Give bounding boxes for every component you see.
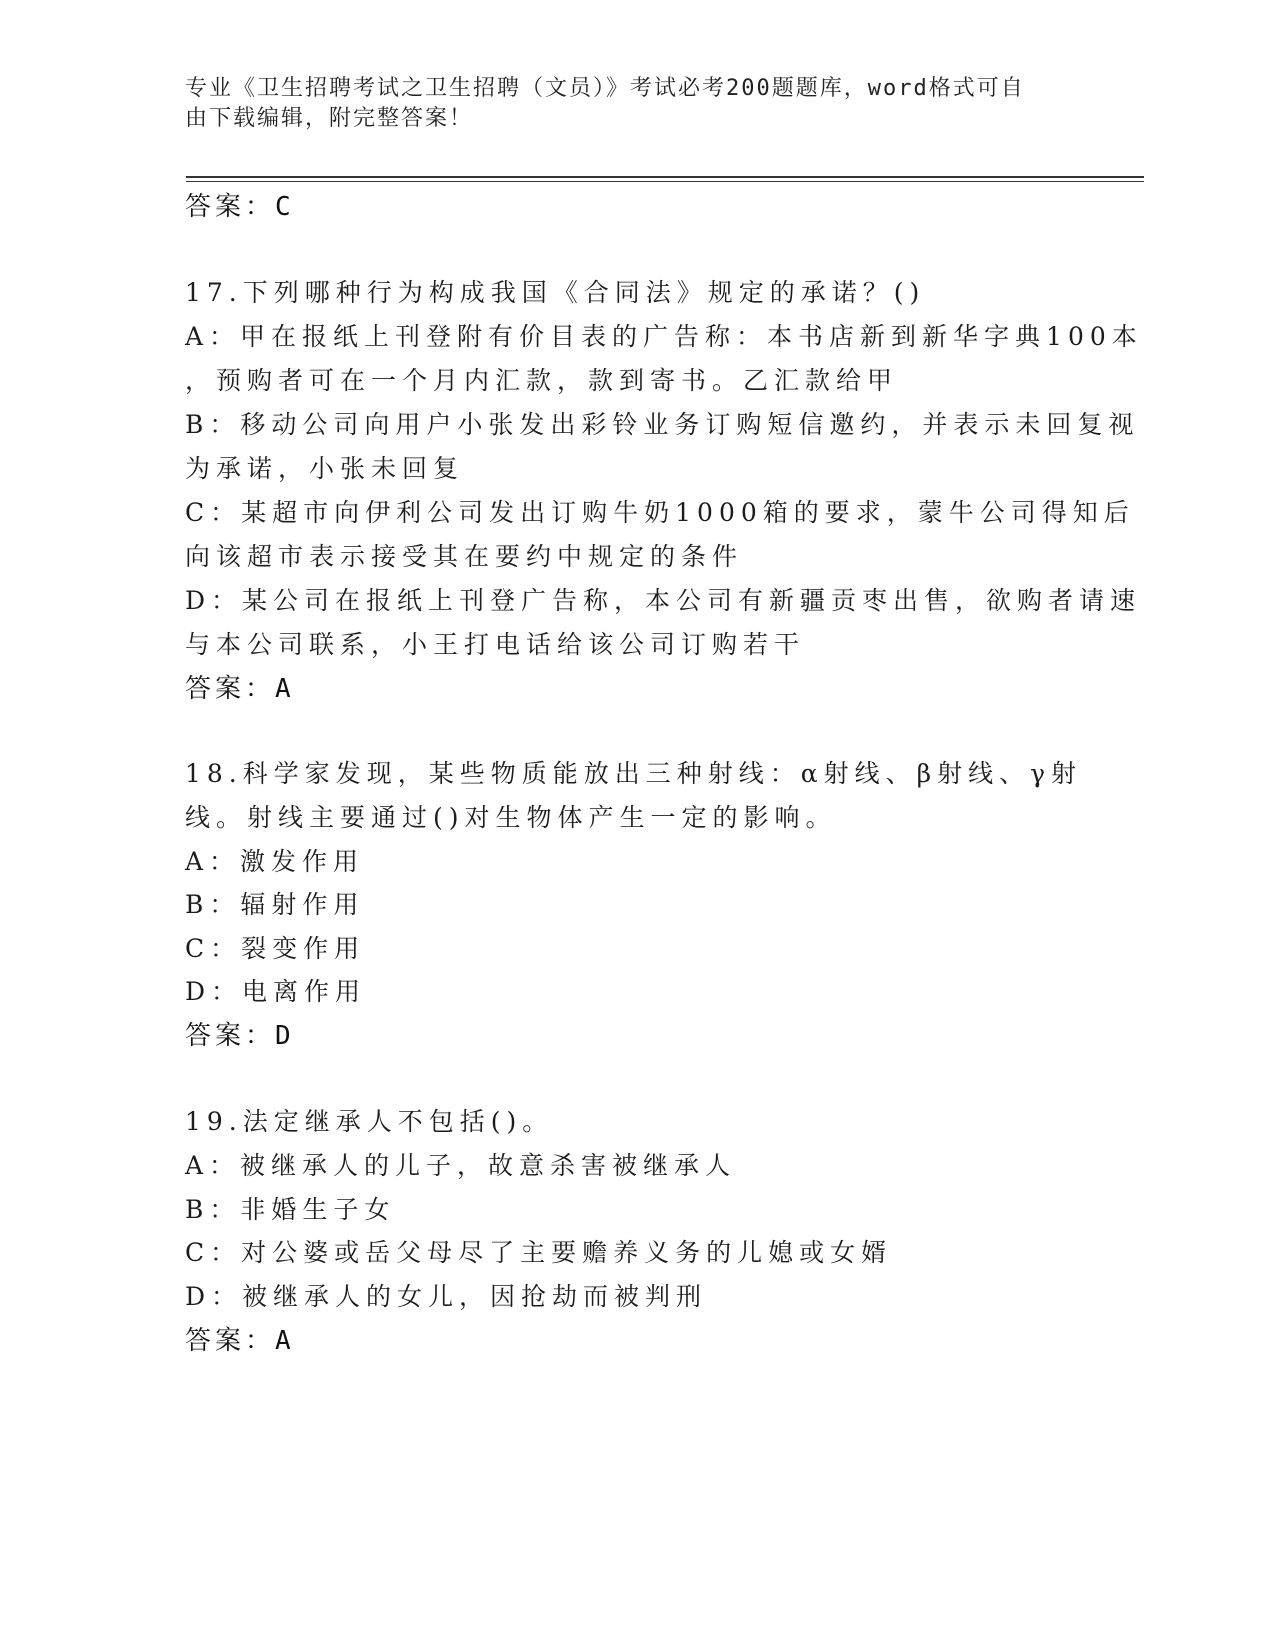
question-17-answer: 答案：A [185,674,295,704]
question-17-option-b-cont: 为承诺，小张未回复 [185,454,465,483]
document-header [185,74,1065,134]
header-line-2: 由下载编辑，附完整答案！ [185,106,474,131]
question-17-option-b: B：移动公司向用户小张发出彩铃业务订购短信邀约，并表示未回复视 [185,410,1140,439]
question-17-option-c-cont: 向该超市表示接受其在要约中规定的条件 [185,542,744,571]
header-divider [186,176,1144,178]
question-19-stem: 19.法定继承人不包括()。 [185,1107,554,1136]
question-17-option-c: C：某超市向伊利公司发出订购牛奶1000箱的要求，蒙牛公司得知后 [185,498,1135,527]
question-17-option-d: D：某公司在报纸上刊登广告称，本公司有新疆贡枣出售，欲购者请速 [185,586,1142,615]
question-18-option-b: B：辐射作用 [185,890,365,919]
question-17-stem: 17.下列哪种行为构成我国《合同法》规定的承诺？() [185,278,926,307]
question-19-option-d: D：被继承人的女儿，因抢劫而被判刑 [185,1282,708,1311]
question-18-option-d: D：电离作用 [185,977,367,1006]
question-18-stem-cont: 线。射线主要通过()对生物体产生一定的影响。 [185,803,837,832]
previous-answer: 答案：C [185,192,295,222]
header-line-1: 专业《卫生招聘考试之卫生招聘（文员）》考试必考200题题库，word格式可自 [185,76,1025,101]
question-19-option-c: C：对公婆或岳父母尽了主要赡养义务的儿媳或女婿 [185,1238,893,1267]
header-divider-thin [186,181,1144,182]
question-19-option-a: A：被继承人的儿子，故意杀害被继承人 [185,1151,737,1180]
question-18-option-c: C：裂变作用 [185,934,366,963]
question-17-option-a-cont: ，预购者可在一个月内汇款，款到寄书。乙汇款给甲 [185,366,899,395]
question-19-option-b: B：非婚生子女 [185,1195,396,1224]
question-17-option-d-cont: 与本公司联系，小王打电话给该公司订购若干 [185,630,806,659]
question-18-option-a: A：激发作用 [185,847,365,876]
question-18-answer: 答案：D [185,1021,295,1051]
question-18-stem: 18.科学家发现，某些物质能放出三种射线：α射线、β射线、γ射 [185,759,1083,788]
question-17-option-a: A：甲在报纸上刊登附有价目表的广告称：本书店新到新华字典100本 [185,322,1143,351]
question-19-answer: 答案：A [185,1326,295,1356]
